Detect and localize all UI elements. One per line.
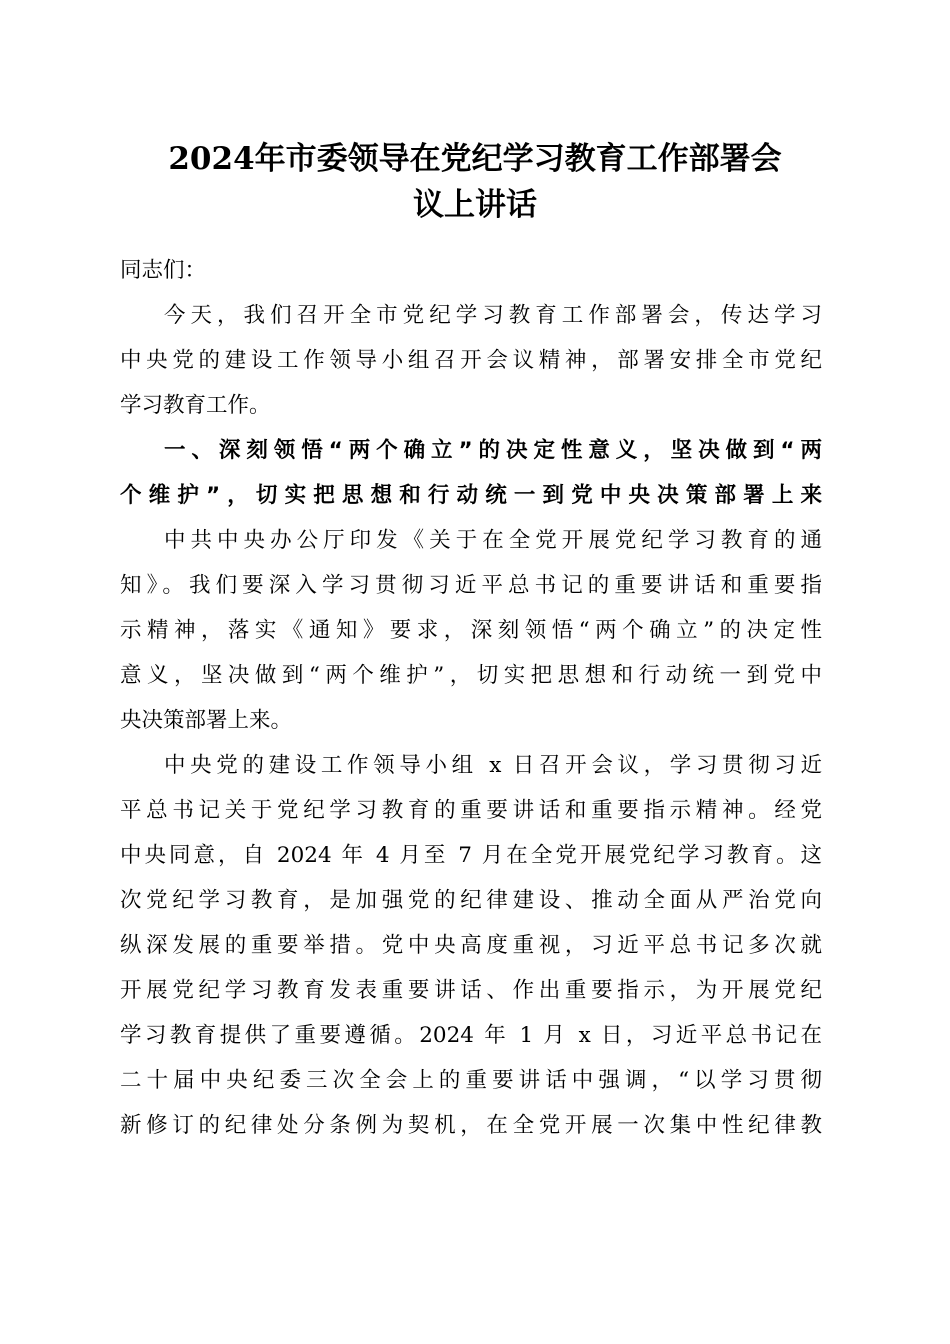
text-line: 今天，我们召开全市党纪学习教育工作部署会，传达学习 (164, 303, 822, 328)
text-line: 意义，坚决做到“两个维护”，切实把思想和行动统一到党中 (120, 663, 822, 688)
text-line: 纵深发展的重要举措。党中央高度重视，习近平总书记多次就 (120, 933, 822, 958)
paragraph-3 (120, 743, 822, 1148)
title-line: 议上讲话 (413, 187, 537, 223)
section-heading-1 (120, 428, 822, 518)
paragraph-1 (120, 293, 822, 428)
title-line: 2024年市委领导在党纪学习教育工作部署会 (168, 141, 782, 177)
text-line: 中央党的建设工作领导小组召开会议精神，部署安排全市党纪 (120, 348, 822, 373)
text-line: 中共中央办公厅印发《关于在全党开展党纪学习教育的通 (164, 528, 822, 553)
salutation: 同志们： (120, 258, 207, 283)
heading-line: 一、深刻领悟“两个确立”的决定性意义，坚决做到“两 (164, 438, 822, 463)
text-line: 中央党的建设工作领导小组 x 日召开会议，学习贯彻习近 (164, 753, 822, 778)
paragraph-2 (120, 518, 822, 743)
text-line: 示精神，落实《通知》要求，深刻领悟“两个确立”的决定性 (120, 618, 822, 643)
heading-line: 个维护”，切实把思想和行动统一到党中央决策部署上来 (120, 483, 822, 508)
text-line: 学习教育提供了重要遵循。2024 年 1 月 x 日，习近平总书记在 (120, 1023, 822, 1048)
text-line: 新修订的纪律处分条例为契机，在全党开展一次集中性纪律教 (120, 1113, 822, 1138)
text-line: 开展党纪学习教育发表重要讲话、作出重要指示，为开展党纪 (120, 978, 822, 1003)
text-line: 知》。我们要深入学习贯彻习近平总书记的重要讲话和重要指 (120, 573, 822, 598)
text-line: 次党纪学习教育，是加强党的纪律建设、推动全面从严治党向 (120, 888, 822, 913)
text-line: 二十届中央纪委三次全会上的重要讲话中强调，“以学习贯彻 (120, 1068, 822, 1093)
text-line: 中央同意，自 2024 年 4 月至 7 月在全党开展党纪学习教育。这 (120, 843, 822, 868)
document-body (120, 248, 822, 1148)
text-line: 学习教育工作。 (120, 393, 271, 418)
text-line: 央决策部署上来。 (120, 708, 293, 733)
text-line: 平总书记关于党纪学习教育的重要讲话和重要指示精神。经党 (120, 798, 822, 823)
document-title (0, 136, 950, 228)
